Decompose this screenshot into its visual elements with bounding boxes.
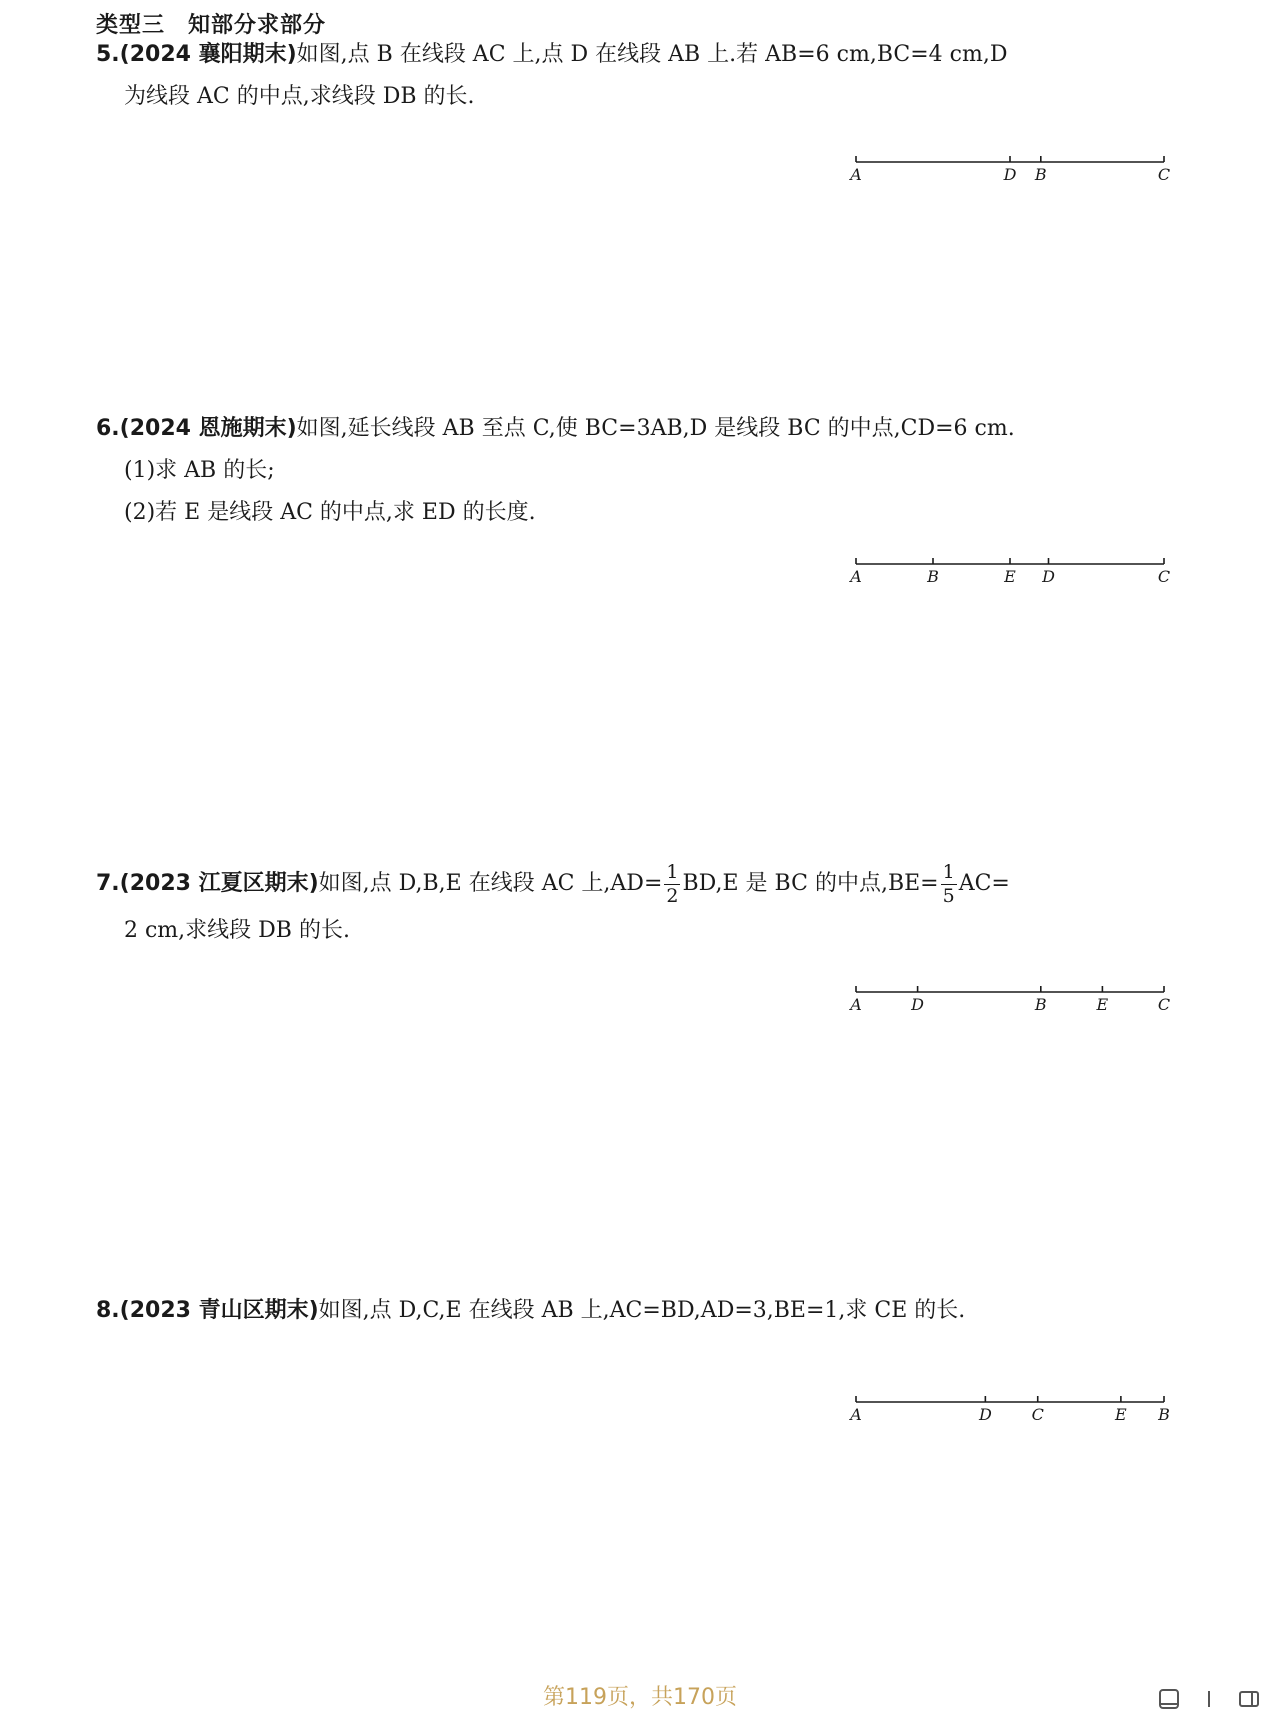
point-label-D: D [1003,165,1017,184]
problem-line [96,492,1186,534]
problem-text: (2)若 E 是线段 AC 的中点,求 ED 的长度. [124,500,536,525]
point-label-A: A [850,165,862,184]
line-segment-diagram [840,550,1180,590]
line-segment-diagram [840,148,1180,188]
point-label-E: E [1004,567,1016,586]
pause-icon[interactable] [1196,1686,1222,1712]
problem-number: 7. [96,871,120,896]
problem-text: 为线段 AC 的中点,求线段 DB 的长. [124,84,475,109]
problem-text: 如图,点 D,C,E 在线段 AB 上,AC=BD,AD=3,BE=1,求 CE 的长. [318,1298,966,1323]
point-label-A: A [850,995,862,1014]
segment-svg [840,550,1180,590]
point-label-B: B [1034,165,1047,184]
point-label-D: D [1042,567,1055,586]
problem-source: (2024 恩施期末) [119,416,297,441]
fraction-numerator: 1 [942,860,955,883]
problem-line [96,858,1186,910]
point-label-B: B [1158,1405,1170,1424]
problem-line [96,1290,1186,1332]
line-segment-diagram [840,978,1180,1018]
problem-text: BD,E 是 BC 的中点,BE= [682,871,939,896]
problem-line [96,450,1186,492]
segment-svg [840,978,1180,1018]
panel-icon[interactable] [1156,1686,1182,1712]
problem-line [96,910,1186,952]
page-indicator: 第119页，共170页 [543,1685,737,1710]
problem-line [96,34,1186,76]
problem-6 [96,408,1186,534]
point-label-D: D [978,1405,992,1424]
fraction-one-fifth [941,860,957,907]
problem-number: 5. [96,42,120,67]
section-title: 类型三 知部分求部分 [96,13,327,38]
problem-source: (2023 青山区期末) [119,1298,319,1323]
segment-svg [840,148,1180,188]
fraction-denominator: 2 [666,884,679,907]
fraction-numerator: 1 [666,860,679,883]
point-label-B: B [1034,995,1047,1014]
problem-number: 6. [96,416,120,441]
problem-line [96,76,1186,118]
problem-source: (2024 襄阳期末) [119,42,297,67]
viewer-toolbar [1156,1686,1262,1712]
problem-text: 如图,点 B 在线段 AC 上,点 D 在线段 AB 上.若 AB=6 cm,BC=4 cm,D [296,42,1008,67]
point-label-B: B [927,567,939,586]
point-label-C: C [1157,165,1171,184]
problem-number: 8. [96,1298,120,1323]
fraction-denominator: 5 [942,884,955,907]
point-label-C: C [1031,1405,1044,1424]
point-label-C: C [1157,995,1171,1014]
point-label-D: D [911,995,925,1014]
problem-7 [96,858,1186,952]
point-label-A: A [850,1405,862,1424]
point-label-A: A [850,567,862,586]
segment-svg [840,1388,1180,1428]
line-segment-diagram [840,1388,1180,1428]
point-label-E: E [1096,995,1109,1014]
point-label-E: E [1115,1405,1127,1424]
point-label-C: C [1157,567,1171,586]
problem-text: AC= [958,871,1010,896]
problem-5 [96,34,1186,118]
sidebar-icon[interactable] [1236,1686,1262,1712]
problem-line [96,408,1186,450]
problem-text: 如图,延长线段 AB 至点 C,使 BC=3AB,D 是线段 BC 的中点,CD=6 cm. [296,416,1015,441]
problem-8 [96,1290,1186,1332]
problem-text: (1)求 AB 的长; [124,458,275,483]
problem-text: 如图,点 D,B,E 在线段 AC 上,AD= [318,871,663,896]
problem-source: (2023 江夏区期末) [119,871,319,896]
fraction-one-half [664,860,680,907]
problem-text: 2 cm,求线段 DB 的长. [124,918,350,943]
